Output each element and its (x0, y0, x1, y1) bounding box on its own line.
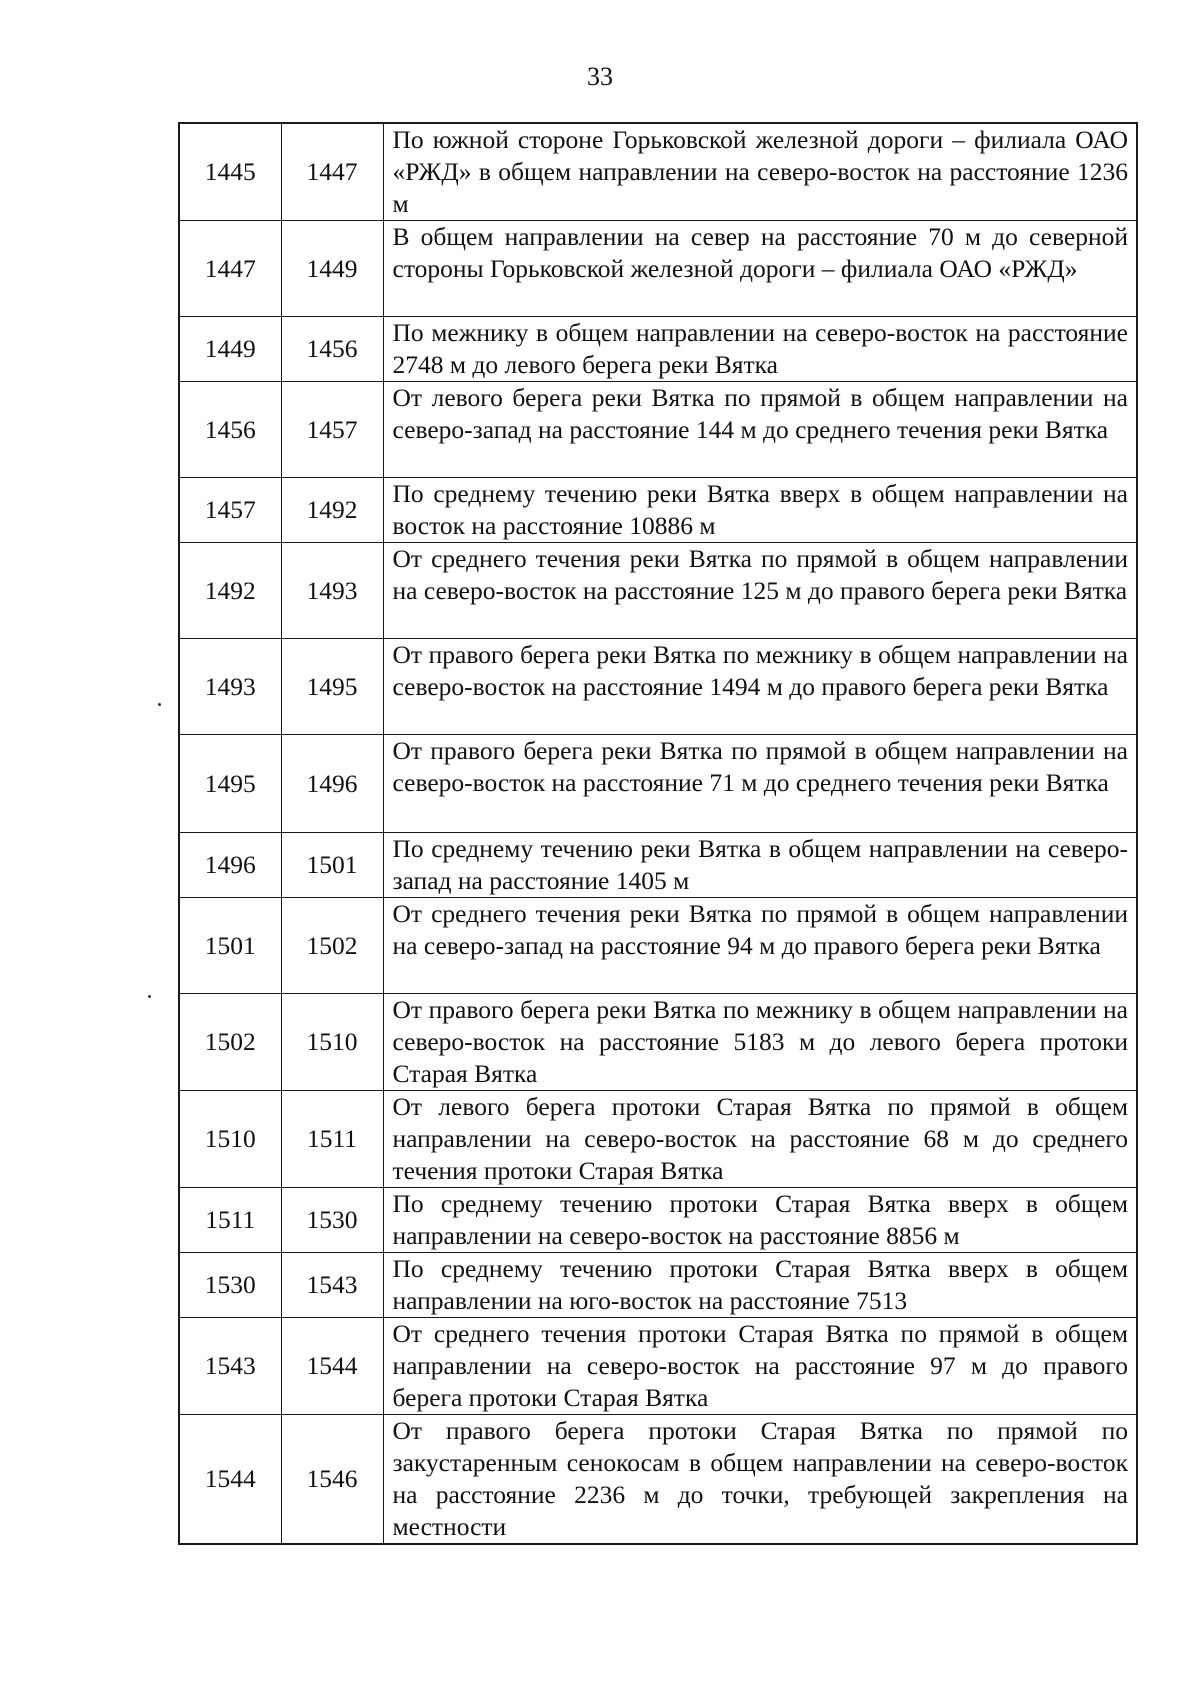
description-cell: От среднего течения реки Вятка по прямой в общем направлении на северо-запад на расстояние 94 м до правого берега реки Вятка (383, 898, 1137, 994)
description-cell: От правого берега протоки Старая Вятка по прямой по закустаренным сенокосам в общем направлении на северо-восток на расстояние 2236 м до точки, требующей закрепления на местности (383, 1415, 1137, 1545)
from-point-cell: 1543 (179, 1318, 281, 1415)
description-cell: По среднему течению протоки Старая Вятка вверх в общем направлении на северо-восток на расстояние 8856 м (383, 1188, 1137, 1253)
to-point-cell: 1546 (281, 1415, 383, 1545)
to-point-cell: 1449 (281, 221, 383, 317)
table-row (179, 1253, 1137, 1318)
from-point-cell: 1511 (179, 1188, 281, 1253)
to-point-cell: 1543 (281, 1253, 383, 1318)
description-cell: От среднего течения протоки Старая Вятка по прямой в общем направлении на северо-восток на расстояние 97 м до правого берега протоки Старая Вятка (383, 1318, 1137, 1415)
table-row (179, 994, 1137, 1091)
description-cell: От левого берега протоки Старая Вятка по прямой в общем направлении на северо-восток на расстояние 68 м до среднего течения протоки Старая Вятка (383, 1091, 1137, 1188)
from-point-cell: 1502 (179, 994, 281, 1091)
to-point-cell: 1502 (281, 898, 383, 994)
to-point-cell: 1544 (281, 1318, 383, 1415)
table-row (179, 382, 1137, 478)
to-point-cell: 1496 (281, 735, 383, 833)
from-point-cell: 1456 (179, 382, 281, 478)
to-point-cell: 1501 (281, 833, 383, 898)
scan-speck (148, 995, 151, 998)
table-row (179, 221, 1137, 317)
from-point-cell: 1495 (179, 735, 281, 833)
table-row (179, 123, 1137, 221)
description-cell: По среднему течению реки Вятка в общем направлении на северо-запад на расстояние 1405 м (383, 833, 1137, 898)
to-point-cell: 1495 (281, 639, 383, 735)
description-cell: От среднего течения реки Вятка по прямой в общем направлении на северо-восток на расстояние 125 м до правого берега реки Вятка (383, 543, 1137, 639)
table-row (179, 639, 1137, 735)
description-cell: По межнику в общем направлении на северо-восток на расстояние 2748 м до левого берега реки Вятка (383, 317, 1137, 382)
to-point-cell: 1530 (281, 1188, 383, 1253)
to-point-cell: 1456 (281, 317, 383, 382)
table-row (179, 833, 1137, 898)
description-cell: От правого берега реки Вятка по прямой в общем направлении на северо-восток на расстояние 71 м до среднего течения реки Вятка (383, 735, 1137, 833)
table-body (179, 123, 1137, 1544)
from-point-cell: 1457 (179, 478, 281, 543)
table-row (179, 1415, 1137, 1545)
from-point-cell: 1445 (179, 123, 281, 221)
page-number: 33 (587, 62, 613, 91)
from-point-cell: 1501 (179, 898, 281, 994)
from-point-cell: 1496 (179, 833, 281, 898)
boundary-description-table (178, 122, 1138, 1545)
table-row (179, 1318, 1137, 1415)
from-point-cell: 1510 (179, 1091, 281, 1188)
from-point-cell: 1449 (179, 317, 281, 382)
table-row (179, 898, 1137, 994)
from-point-cell: 1493 (179, 639, 281, 735)
description-cell: По среднему течению реки Вятка вверх в общем направлении на восток на расстояние 10886 м (383, 478, 1137, 543)
from-point-cell: 1530 (179, 1253, 281, 1318)
table-row (179, 317, 1137, 382)
description-cell: От правого берега реки Вятка по межнику в общем направлении на северо-восток на расстояние 5183 м до левого берега протоки Старая Вятка (383, 994, 1137, 1091)
to-point-cell: 1511 (281, 1091, 383, 1188)
description-cell: От правого берега реки Вятка по межнику в общем направлении на северо-восток на расстояние 1494 м до правого берега реки Вятка (383, 639, 1137, 735)
to-point-cell: 1493 (281, 543, 383, 639)
description-cell: По среднему течению протоки Старая Вятка вверх в общем направлении на юго-восток на расстояние 7513 (383, 1253, 1137, 1318)
to-point-cell: 1492 (281, 478, 383, 543)
from-point-cell: 1447 (179, 221, 281, 317)
description-cell: В общем направлении на север на расстояние 70 м до северной стороны Горьковской железной дороги – филиала ОАО «РЖД» (383, 221, 1137, 317)
table-row (179, 543, 1137, 639)
from-point-cell: 1492 (179, 543, 281, 639)
table-row (179, 1188, 1137, 1253)
description-cell: От левого берега реки Вятка по прямой в общем направлении на северо-запад на расстояние 144 м до среднего течения реки Вятка (383, 382, 1137, 478)
to-point-cell: 1510 (281, 994, 383, 1091)
table-row (179, 735, 1137, 833)
table-row (179, 1091, 1137, 1188)
to-point-cell: 1447 (281, 123, 383, 221)
to-point-cell: 1457 (281, 382, 383, 478)
table-row (179, 478, 1137, 543)
from-point-cell: 1544 (179, 1415, 281, 1545)
description-cell: По южной стороне Горьковской железной дороги – филиала ОАО «РЖД» в общем направлении на северо-восток на расстояние 1236 м (383, 123, 1137, 221)
scan-speck (158, 703, 161, 706)
